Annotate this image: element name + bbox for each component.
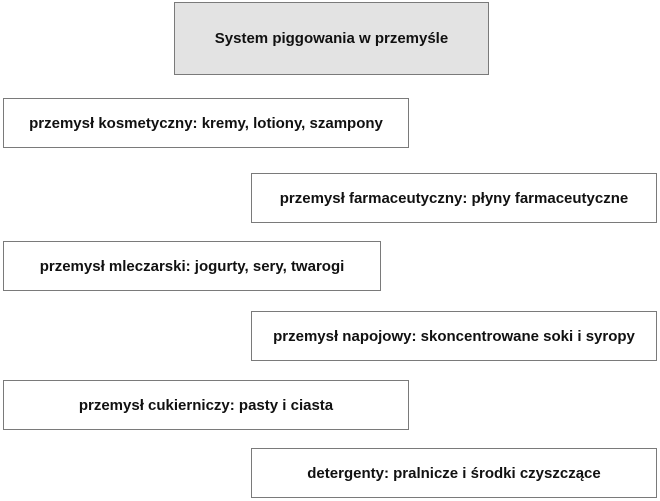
diagram-title: System piggowania w przemyśle — [214, 30, 449, 47]
industry-label: przemysł mleczarski: jogurty, sery, twarogi — [39, 257, 345, 275]
diagram-title-box — [174, 2, 489, 75]
industry-box-confectionery — [3, 380, 409, 430]
industry-box-dairy — [3, 241, 381, 291]
industry-label: przemysł kosmetyczny: kremy, lotiony, szampony — [29, 114, 383, 132]
industry-label: przemysł cukierniczy: pasty i ciasta — [78, 396, 334, 414]
industry-box-detergents — [251, 448, 657, 498]
industry-label: przemysł napojowy: skoncentrowane soki i syropy — [273, 327, 635, 345]
industry-label: przemysł farmaceutyczny: płyny farmaceutyczne — [279, 189, 629, 207]
industry-label: detergenty: pralnicze i środki czyszczące — [307, 464, 601, 482]
industry-box-beverage — [251, 311, 657, 361]
industry-box-pharmaceutical — [251, 173, 657, 223]
industry-box-cosmetics — [3, 98, 409, 148]
